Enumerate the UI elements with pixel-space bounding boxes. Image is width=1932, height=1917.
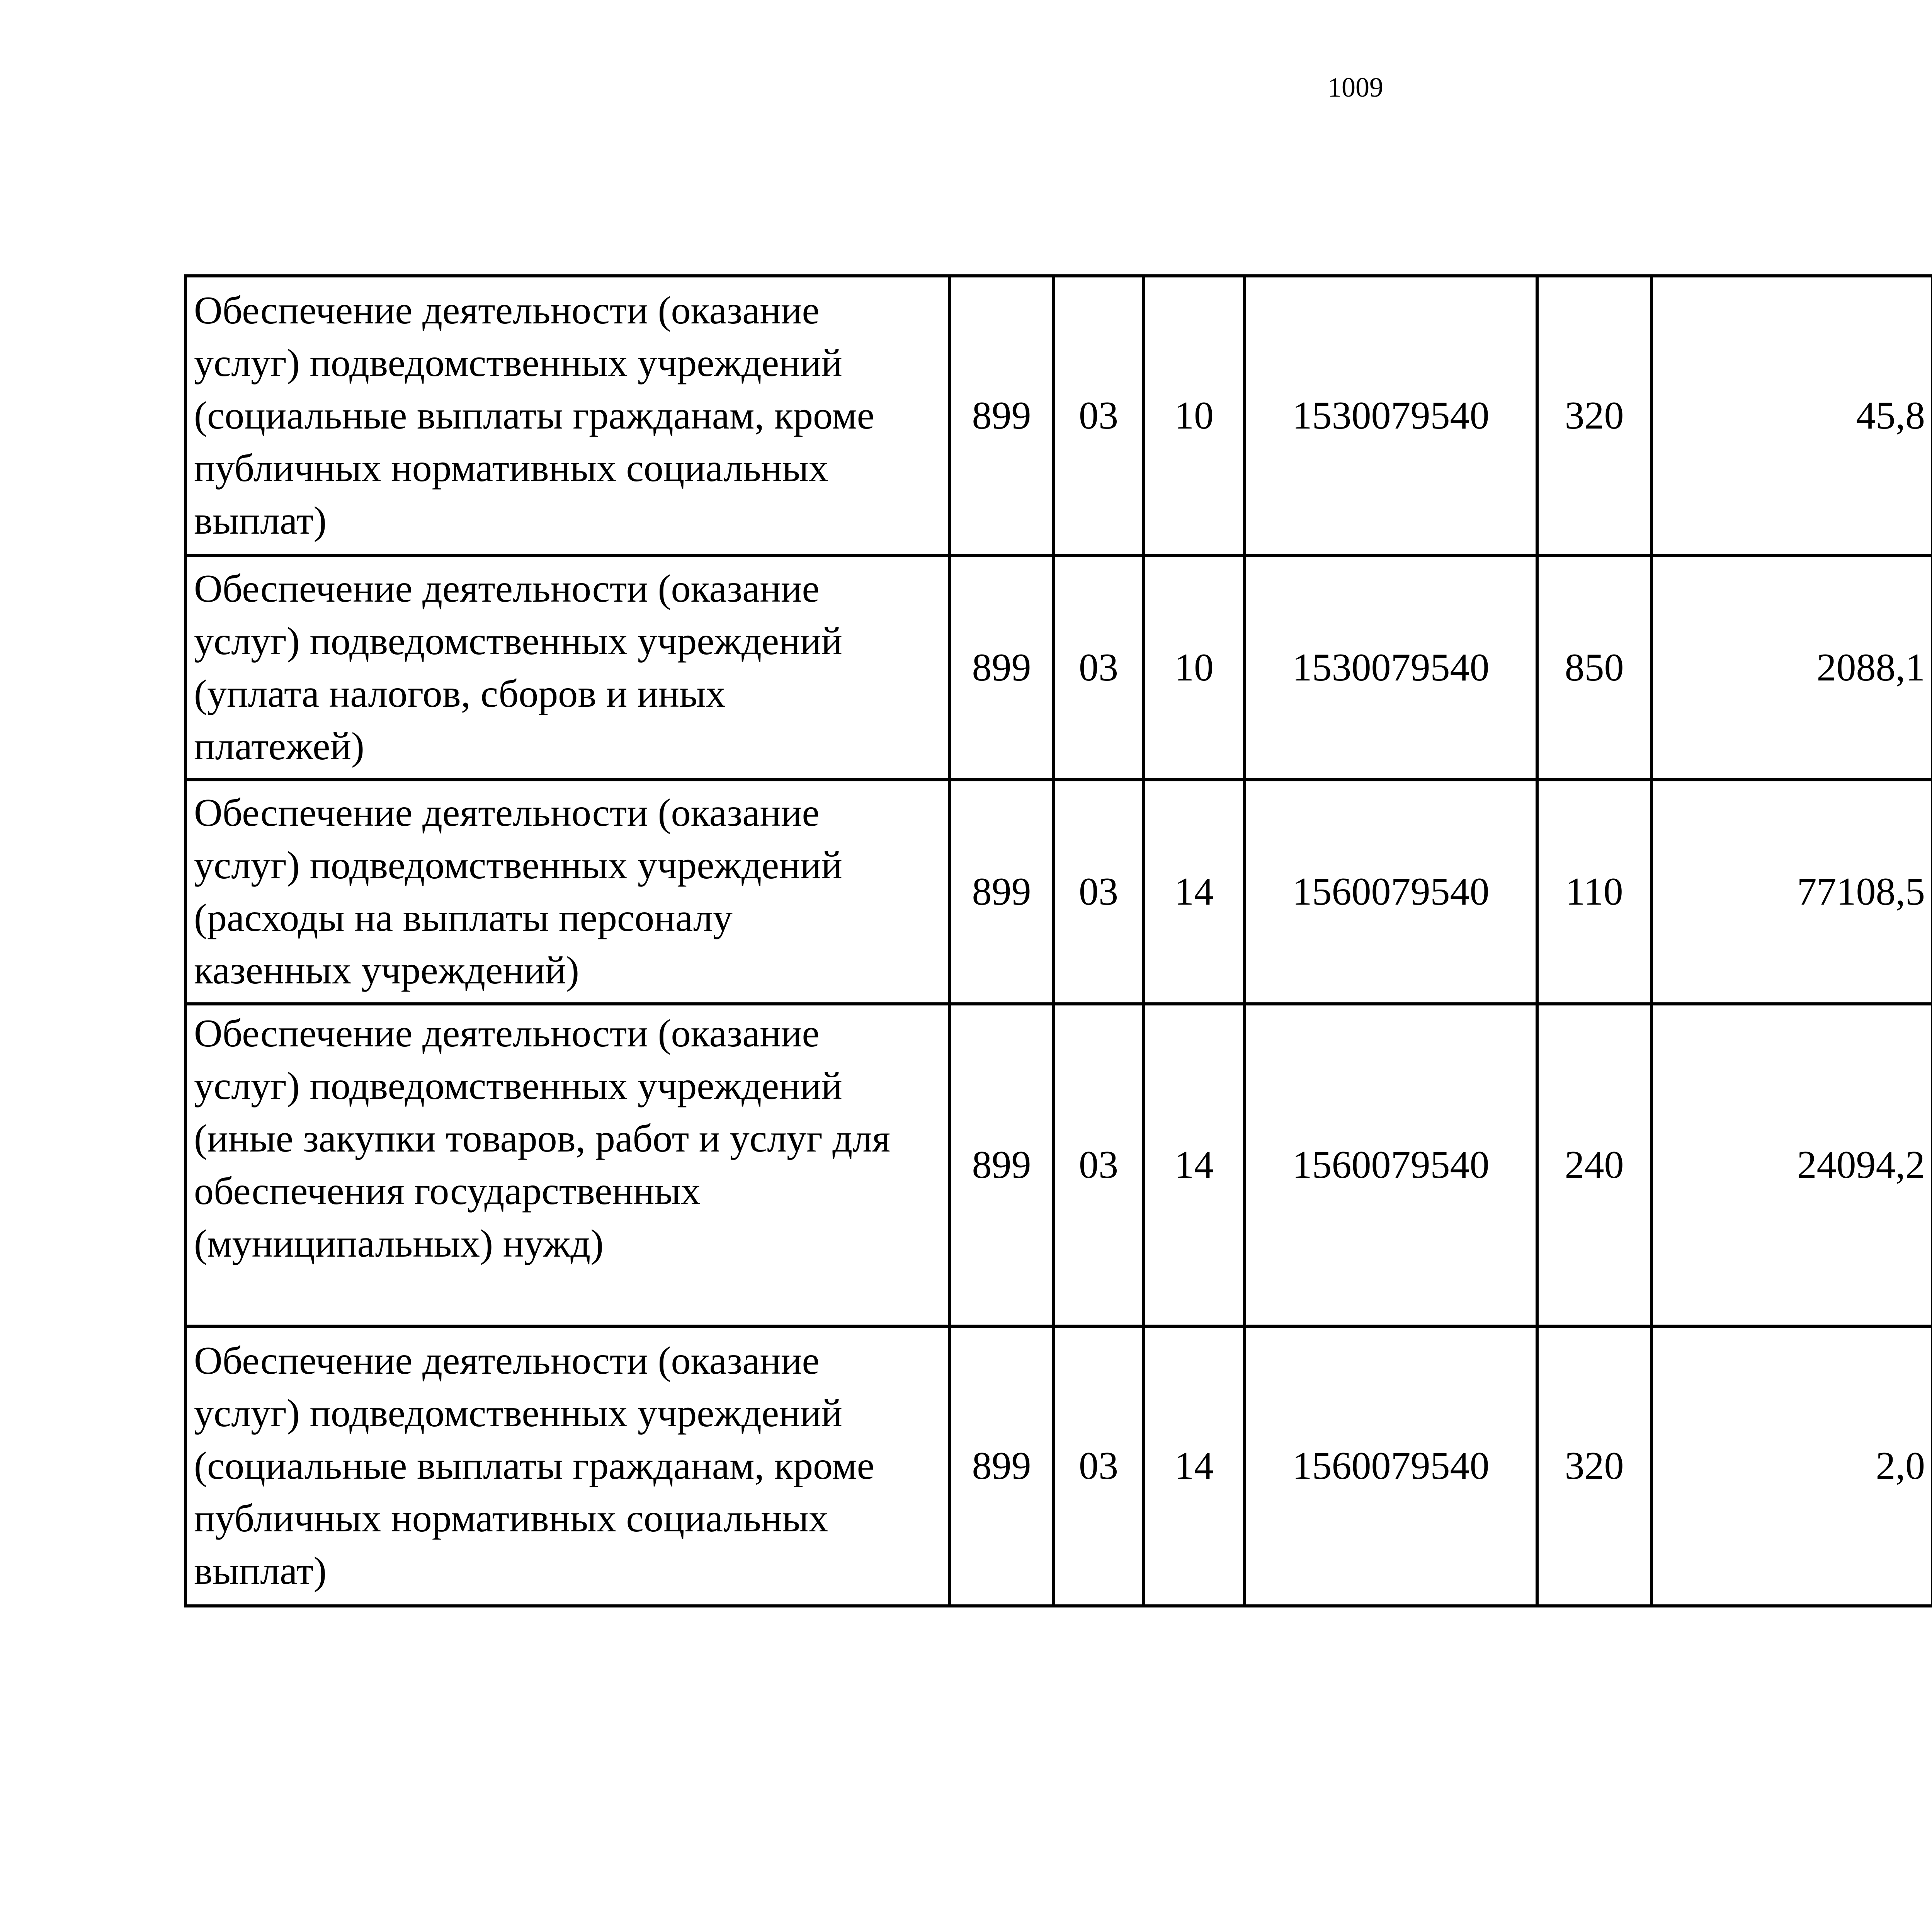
page-number: 1009 xyxy=(1328,72,1383,103)
budget-table xyxy=(184,274,1932,1607)
description-line: услуг) подведомственных учреждений xyxy=(194,1391,842,1435)
description-line: (муниципальных) нужд) xyxy=(194,1222,604,1266)
amount-1-cell: 2088,1 xyxy=(1651,556,1932,780)
amount-1-cell: 24094,2 xyxy=(1651,1004,1932,1326)
subsection-cell: 14 xyxy=(1143,780,1245,1004)
amount-1-cell: 45,8 xyxy=(1651,276,1932,556)
grbs-cell: 899 xyxy=(949,780,1054,1004)
description-cell xyxy=(185,1004,949,1326)
section-cell: 03 xyxy=(1054,1004,1143,1326)
description-cell xyxy=(185,780,949,1004)
description-line: обеспечения государственных xyxy=(194,1169,701,1213)
description-line: Обеспечение деятельности (оказание xyxy=(194,289,820,332)
target-article-cell: 1560079540 xyxy=(1245,780,1537,1004)
description-line: услуг) подведомственных учреждений xyxy=(194,844,842,887)
subsection-cell: 10 xyxy=(1143,276,1245,556)
subsection-cell: 14 xyxy=(1143,1326,1245,1606)
grbs-cell: 899 xyxy=(949,1004,1054,1326)
description-cell xyxy=(185,556,949,780)
description-line: выплат) xyxy=(194,499,327,543)
description-line: публичных нормативных социальных xyxy=(194,1497,828,1540)
description-line: (расходы на выплаты персоналу xyxy=(194,896,733,940)
target-article-cell: 1560079540 xyxy=(1245,1326,1537,1606)
subsection-cell: 14 xyxy=(1143,1004,1245,1326)
description-line: (социальные выплаты гражданам, кроме xyxy=(194,394,874,437)
grbs-cell: 899 xyxy=(949,1326,1054,1606)
description-line: выплат) xyxy=(194,1549,327,1593)
description-line: Обеспечение деятельности (оказание xyxy=(194,1339,820,1383)
target-article-cell: 1530079540 xyxy=(1245,276,1537,556)
description-line: Обеспечение деятельности (оказание xyxy=(194,567,820,611)
grbs-cell: 899 xyxy=(949,556,1054,780)
expense-type-cell: 850 xyxy=(1537,556,1651,780)
grbs-cell: 899 xyxy=(949,276,1054,556)
description-cell xyxy=(185,276,949,556)
table-row xyxy=(185,556,1932,780)
expense-type-cell: 320 xyxy=(1537,276,1651,556)
description-line: услуг) подведомственных учреждений xyxy=(194,1064,842,1108)
subsection-cell: 10 xyxy=(1143,556,1245,780)
description-cell xyxy=(185,1326,949,1606)
amount-1-cell: 77108,5 xyxy=(1651,780,1932,1004)
section-cell: 03 xyxy=(1054,276,1143,556)
expense-type-cell: 110 xyxy=(1537,780,1651,1004)
description-line: казенных учреждений) xyxy=(194,949,579,992)
section-cell: 03 xyxy=(1054,1326,1143,1606)
description-line: (уплата налогов, сборов и иных xyxy=(194,672,726,716)
target-article-cell: 1530079540 xyxy=(1245,556,1537,780)
expense-type-cell: 240 xyxy=(1537,1004,1651,1326)
section-cell: 03 xyxy=(1054,556,1143,780)
table-row xyxy=(185,780,1932,1004)
target-article-cell: 1560079540 xyxy=(1245,1004,1537,1326)
description-line: Обеспечение деятельности (оказание xyxy=(194,1012,820,1055)
description-line: (иные закупки товаров, работ и услуг для xyxy=(194,1117,891,1160)
description-line: Обеспечение деятельности (оказание xyxy=(194,791,820,835)
spacer xyxy=(194,1270,944,1323)
section-cell: 03 xyxy=(1054,780,1143,1004)
description-line: публичных нормативных социальных xyxy=(194,446,828,490)
table-row xyxy=(185,276,1932,556)
description-line: услуг) подведомственных учреждений xyxy=(194,341,842,385)
table-row xyxy=(185,1004,1932,1326)
table-row xyxy=(185,1326,1932,1606)
amount-1-cell: 2,0 xyxy=(1651,1326,1932,1606)
description-line: платежей) xyxy=(194,725,364,768)
expense-type-cell: 320 xyxy=(1537,1326,1651,1606)
description-line: (социальные выплаты гражданам, кроме xyxy=(194,1444,874,1488)
description-line: услуг) подведомственных учреждений xyxy=(194,619,842,663)
